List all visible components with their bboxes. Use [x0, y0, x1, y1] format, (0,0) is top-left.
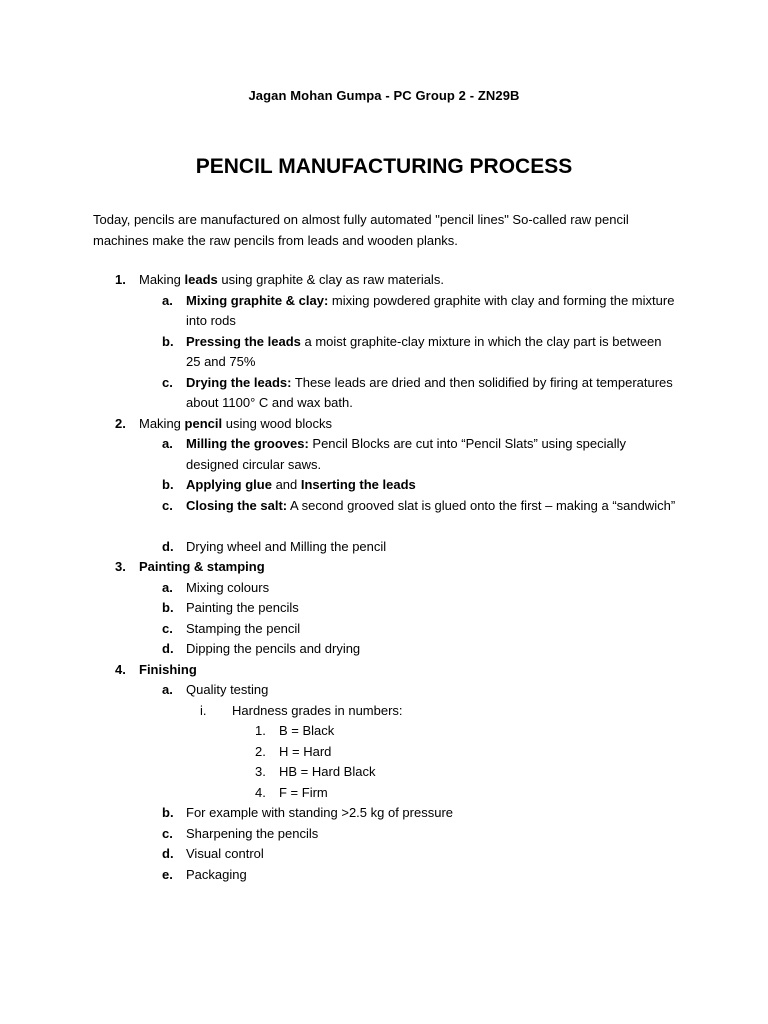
list-marker: 2. — [115, 415, 126, 431]
document-page: Jagan Mohan Gumpa - PC Group 2 - ZN29B PENCIL MANUFACTURING PROCESS Today, pencils are manufactured on almost fully automated "pencil lines" So-called raw pencil machines make the raw pencils from leads and wooden planks. 1. Making leads using graphite & clay as raw materials. a. Mixing graphite & clay: mixing powdered graphite with clay and forming the mixture into rods b. Pressing the leads a moist graphite-clay mixture in which the clay part is between 25 and 75% c. Drying the leads: These leads are dried and then solidified by firing at temperatures about 1100° C and wax bath. 2. Making pencil using wood blocks a. Milling the grooves: Pencil Blocks are cut into “Pencil Slats” using specially designed circular saws. b. Applying glue and Inserting the leads c. Closing the salt: A second grooved slat is glued onto the first – making a “sandwich” d. Drying wheel and Milling the pencil 3. Painting & stamping a. Mixing colours b. Painting the pencils c. Stamping the pencil d. Dipping the pencils and drying 4. Finishing a. Quality testing i. Hardness grades in numbers: 1. B = Black 2. H = Hard 3. HB = Hard Black 4. F = Firm b. For example with standing >2.5 kg of pressure c. Sharpening the pencils d. Visual control e. Packaging — [0, 0, 768, 1024]
page-title: PENCIL MANUFACTURING PROCESS — [195, 155, 573, 178]
list-marker: 1. — [115, 272, 126, 287]
intro-paragraph: Today, pencils are manufactured on almost fully automated "pencil lines" So-called raw pencil machines make the raw pencils from leads and wooden planks. — [93, 212, 629, 248]
list-marker: 3. — [115, 559, 126, 574]
author-line: Jagan Mohan Gumpa - PC Group 2 - ZN29B — [248, 88, 520, 103]
list-marker: 4. — [115, 661, 126, 677]
